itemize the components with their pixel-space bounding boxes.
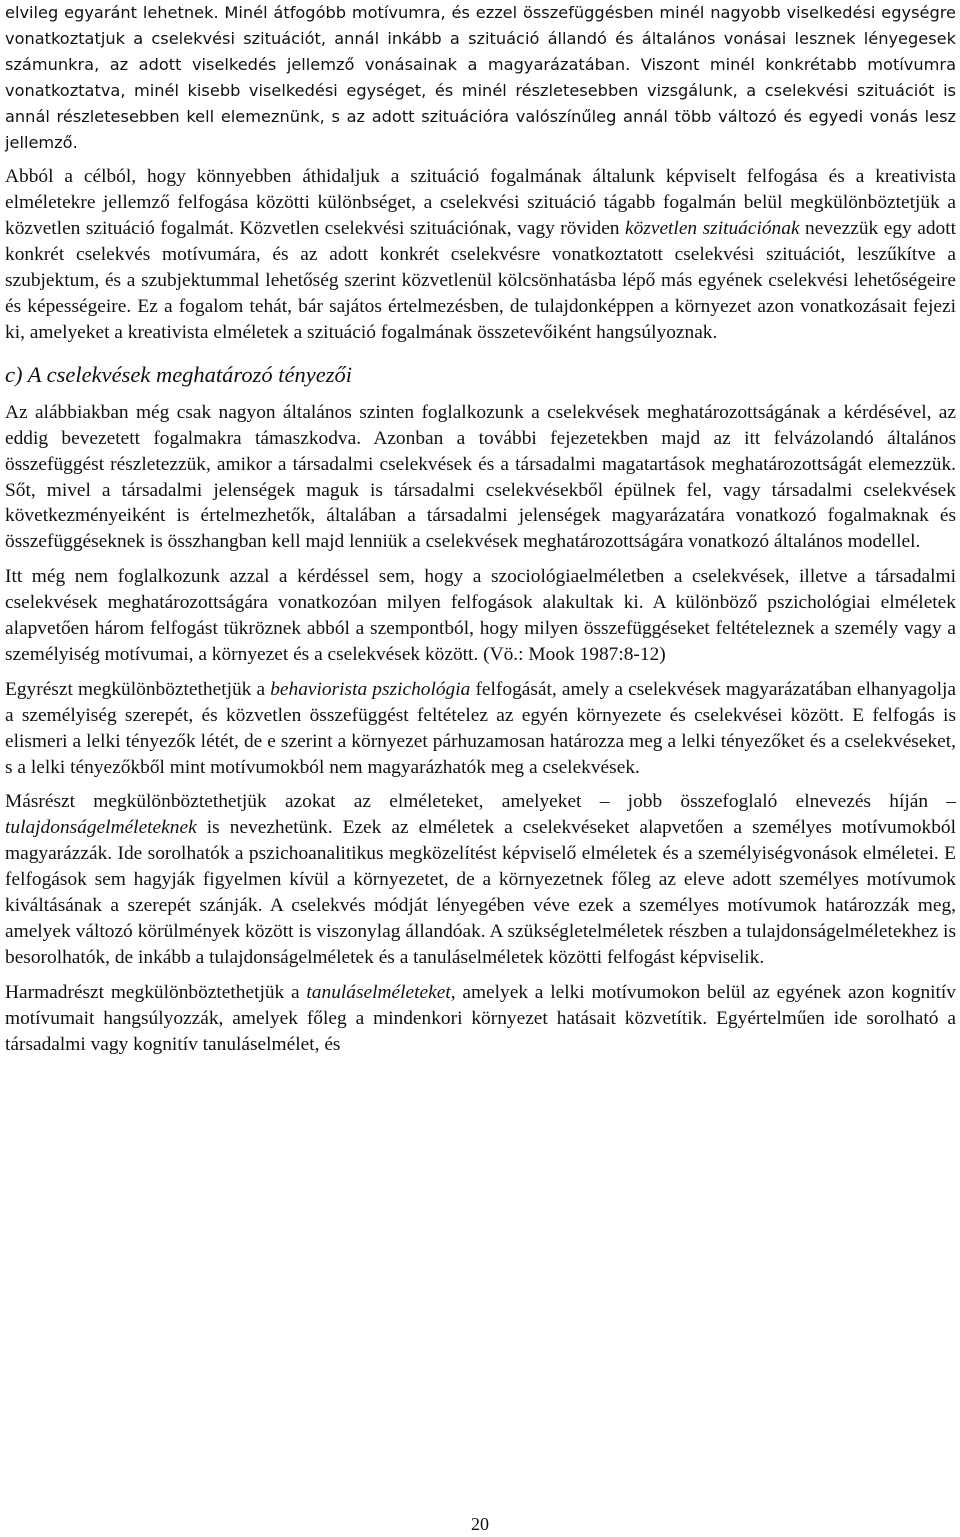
paragraph-behaviorism — [5, 677, 956, 781]
paragraph-text: Egyrészt megkülönböztethetjük a — [5, 678, 271, 700]
emphasized-term: behaviorista pszichológia — [270, 678, 471, 700]
paragraph-psychological-theories — [5, 564, 956, 668]
paragraph-text: nevezzük egy adott konkrét cselekvés motívumára, és az adott konkrét cselekvésre vonatkoztatott cselekvési szituációt, leszűkítve a szubjektum, és a szubjektummal lehetőség szerint közvetlenül kölcsönhatásba lépő más egyének cselekvési lehetőségeire és képességeire. Ez a fogalom tehát, bár sajátos értelmezésben, de tulajdonképpen a környezet azon vonatkozásait fejezi ki, amelyeket a kreativista elméletek a szituáció fogalmának összetevőiként hangsúlyoznak. — [5, 218, 956, 343]
paragraph-text: Másrészt megkülönböztethetjük azokat az elméleteket, amelyeket – jobb összefoglaló elnevezés híján – — [5, 791, 956, 813]
paragraph-immediate-situation — [5, 164, 956, 345]
paragraph-text: Az alábbiakban még csak nagyon általános szinten foglalkozunk a cselekvések meghatározottságának a kérdésével, az eddig bevezetett fogalmakra támaszkodva. Azonban a további fejezetekben majd az itt felvázolandó általános összefüggést részletezzük, amikor a társadalmi cselekvések és a társadalmi magatartások meghatározottságát elemezzük. Sőt, mivel a társadalmi jelenségek maguk is társadalmi cselekvésekből épülnek fel, vagy társadalmi cselekvések következményeiként is értelmezhetők, általában a társadalmi jelenségek magyarázatára vonatkozó fogalmaknak és összefüggéseknek is összhangban kell majd lenniük a cselekvések meghatározottságára vonatkozó általános modellel. — [5, 401, 956, 553]
page-number: 20 — [471, 1514, 489, 1534]
emphasized-term: tanuláselméleteket — [306, 981, 451, 1003]
paragraph-learning-theories — [5, 980, 956, 1058]
paragraph-situation-scope — [5, 0, 956, 155]
paragraph-trait-theories — [5, 789, 956, 970]
paragraph-text: Harmadrészt megkülönböztethetjük a — [5, 981, 307, 1003]
paragraph-text: elvileg egyaránt lehetnek. Minél átfogóbb motívumra, és ezzel összefüggésben minél nagyobb viselkedési egységre vonatkoztatjuk a cselekvési szituációt, annál inkább a szituáció állandó és általános vonásai lesznek lényegesek számunkra, az adott viselkedés jellemző vonásainak a magyarázatában. Viszont minél konkrétabb motívumra vonatkoztatva, minél kisebb viselkedési egységet, és minél részletesebben vizsgálunk, a cselekvési szituációt is annál részletesebben kell elemeznünk, s az adott szituációra valószínűleg annál több változó és egyedi vonás lesz jellemző. — [5, 3, 956, 152]
document-page — [5, 0, 956, 1058]
emphasized-term: tulajdonságelméleteknek — [5, 817, 197, 839]
paragraph-determinants-intro — [5, 400, 956, 555]
paragraph-text: , amelyek a lelki motívumokon belül az egyének azon kognitív motívumait hangsúlyozzák, amelyek főleg a mindenkori környezet hatásait közvetítik. Egyértelműen ide sorolható a társadalmi vagy kognitív tanuláselmélet, és — [5, 981, 956, 1055]
paragraph-text: is nevezhetünk. Ezek az elméletek a cselekvéseket alapvetően a személyes motívumokból magyarázzák. Ide sorolhatók a pszichoanalitikus megközelítést képviselő elméletek és a személyiségvonások elméletei. E felfogások sem hagyják figyelmen kívül a környezetet, de a környezetnek főleg az eleve adott személyes motívumok kiváltásának a szerepét szánják. A cselekvés módját lényegében véve ezek a személyes motívumok határozzák meg, amelyek változó körülmények között is viszonylag állandóak. A szükségletelméletek részben a tulajdonságelméletekhez is besorolhatók, de inkább a tulajdonságelméletek és a tanuláselméletek közötti felfogást képviselik. — [5, 817, 956, 968]
emphasized-term: közvetlen szituációnak — [624, 218, 800, 240]
paragraph-text: Itt még nem foglalkozunk azzal a kérdéssel sem, hogy a szociológiaelméletben a cselekvések, illetve a társadalmi cselekvések meghatározottságára vonatkozóan milyen felfogások alakultak ki. A különböző pszichológiai elméletek alapvetően három felfogást tükröznek abból a szempontból, hogy milyen összefüggéseket feltételeznek a személy vagy a személyiség motívumai, a környezet és a cselekvések között. (Vö.: Mook 1987:8-12) — [5, 566, 956, 665]
paragraph-text: Abból a célból, hogy könnyebben áthidaljuk a szituáció fogalmának általunk képviselt felfogása és a kreativista elméletekre jellemző felfogása közötti különbséget, a cselekvési szituáció tágabb fogalmán belül megkülönböztetjük a közvetlen szituáció fogalmát. Közvetlen cselekvési szituációnak, vagy röviden — [5, 166, 956, 240]
paragraph-text: felfogását, amely a cselekvések magyarázatában elhanyagolja a személyiség szerepét, és közvetlen összefüggést feltételez az egyén környezete és cselekvései között. E felfogás is elismeri a lelki tényezők létét, de e szerint a környezet párhuzamosan határozza meg a lelki tényezőket és a cselekvéseket, s a lelki tényezőkből mint motívumokból nem magyarázhatók meg a cselekvések. — [5, 678, 957, 778]
section-heading: c) A cselekvések meghatározó tényezői — [5, 361, 352, 387]
